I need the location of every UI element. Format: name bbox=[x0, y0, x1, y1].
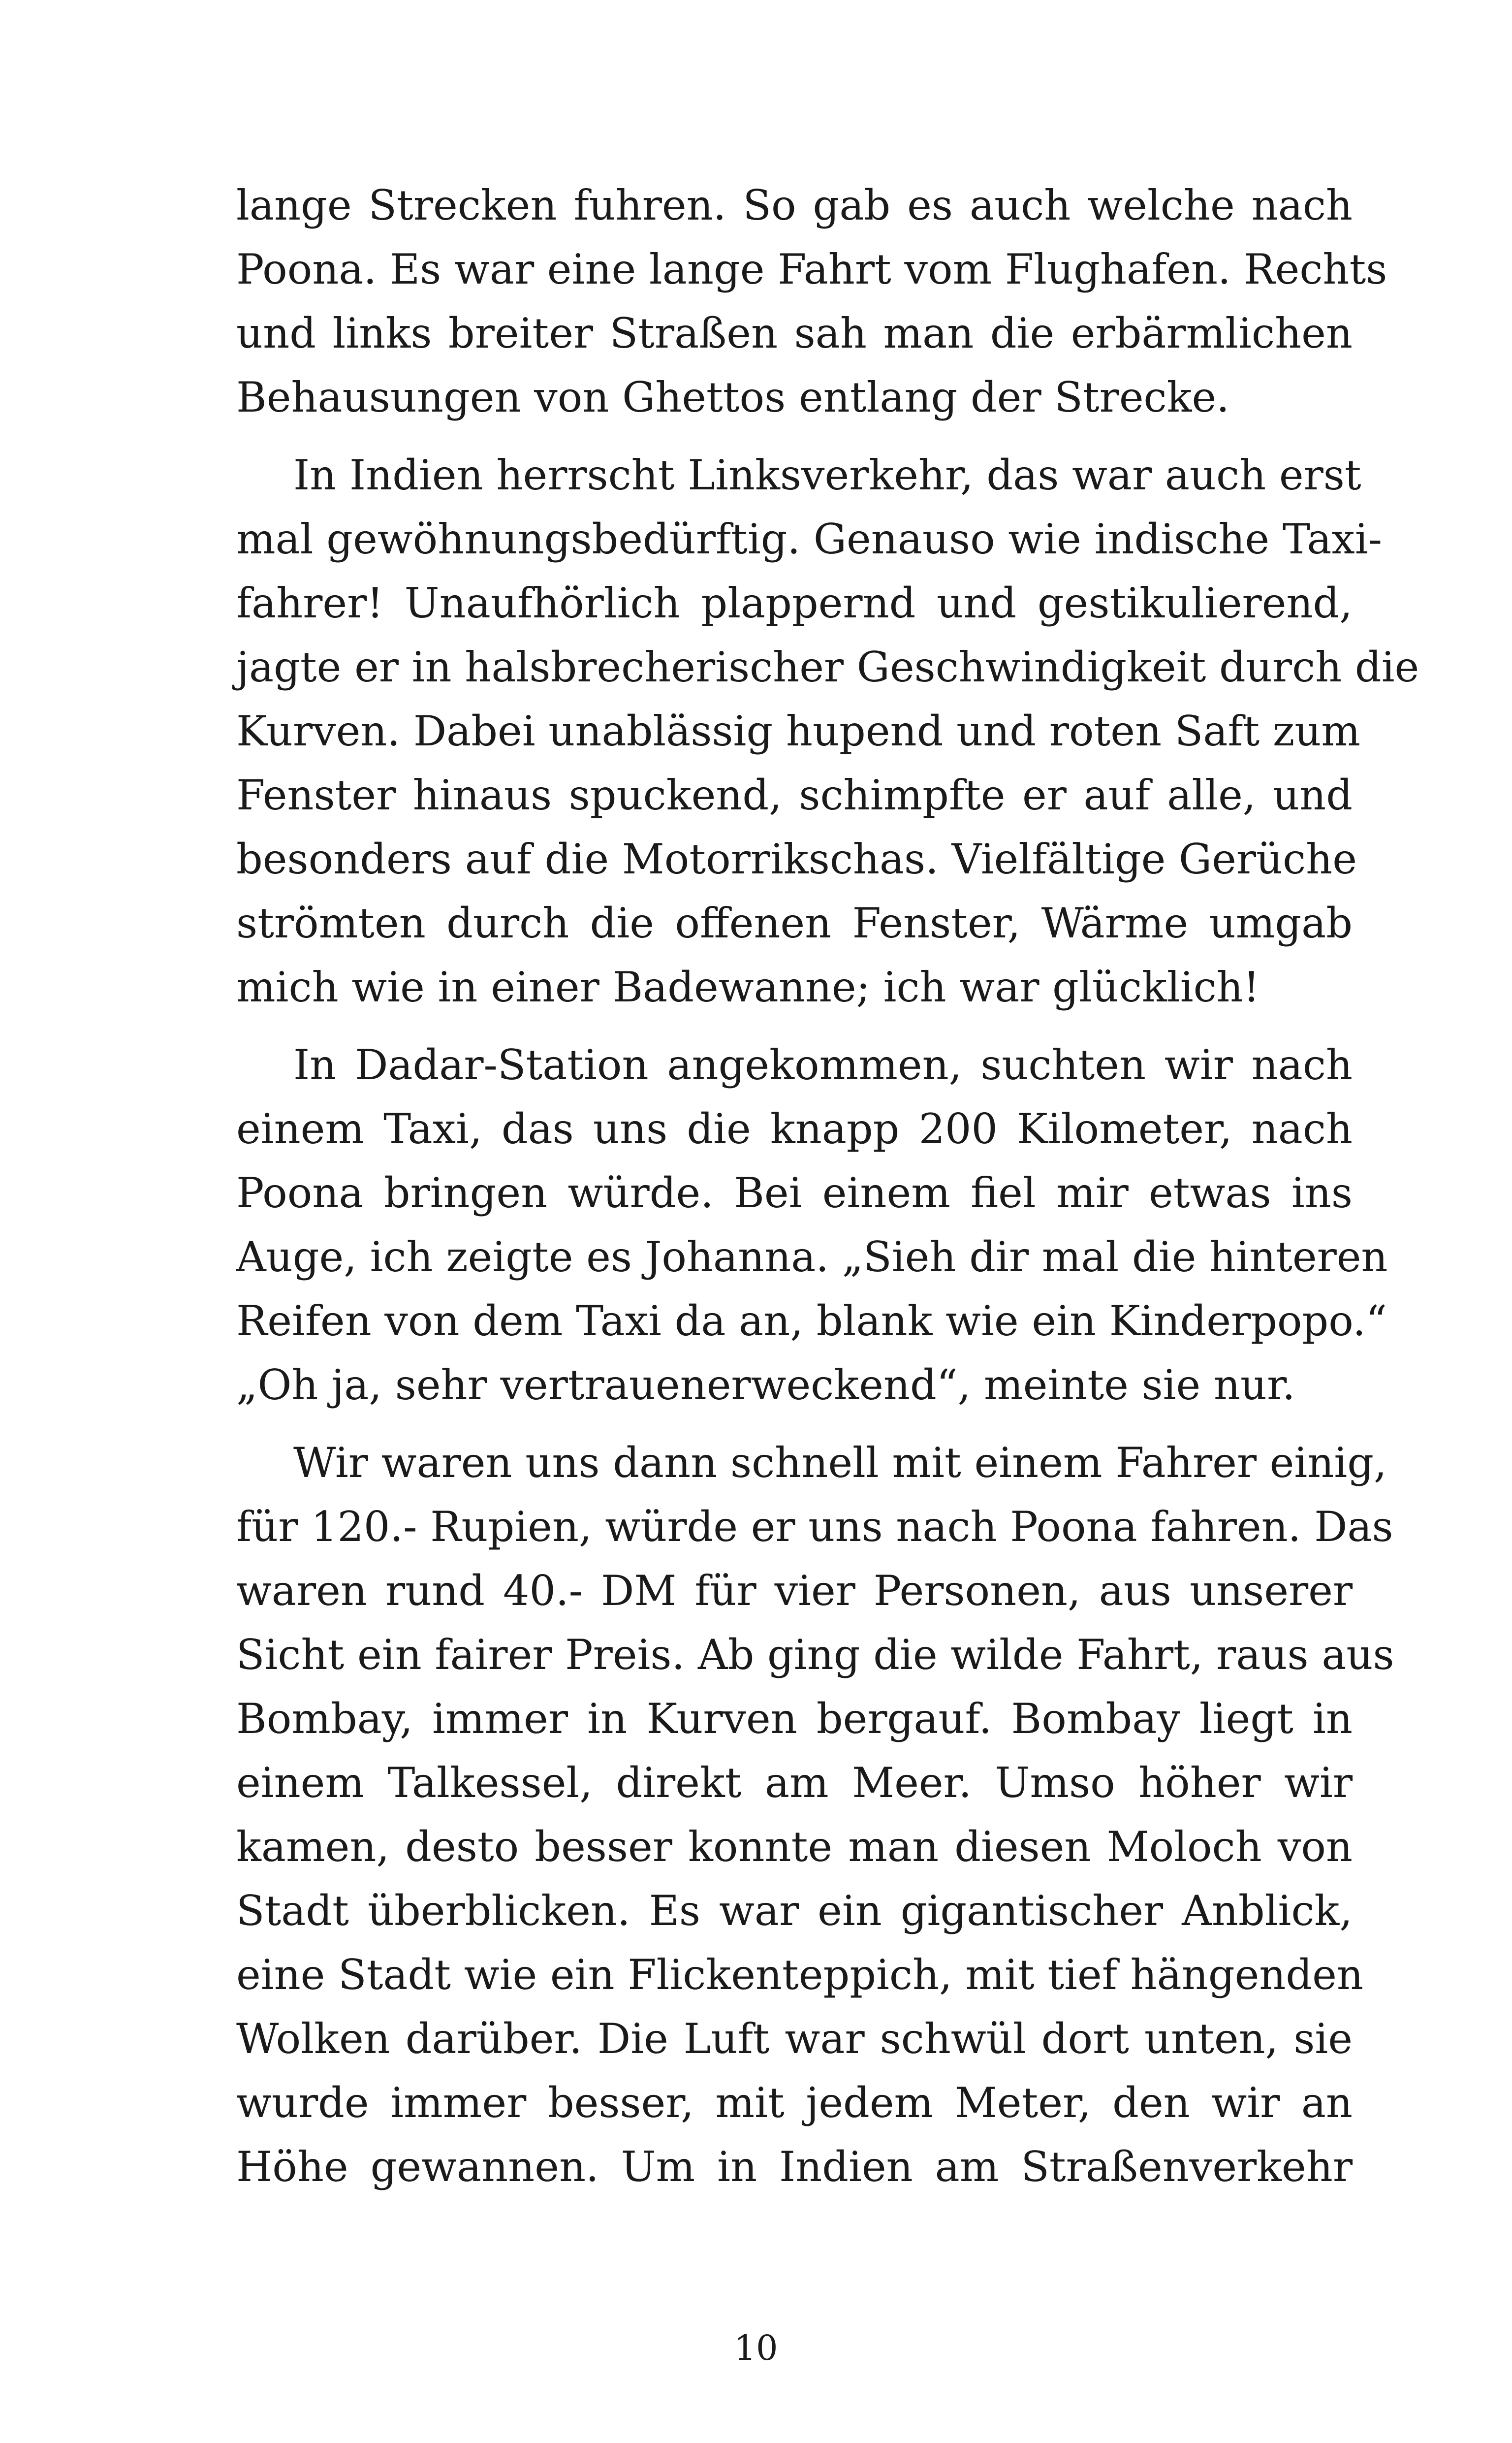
text-line: fahrer! Unaufhörlich plappernd und gestikulierend, bbox=[236, 579, 1353, 627]
text-line: „Oh ja, sehr vertrauenerweckend“, meinte sie nur. bbox=[236, 1361, 1295, 1409]
paragraph bbox=[236, 1033, 1388, 1417]
text-line: und links breiter Straßen sah man die erbärmlichen bbox=[236, 309, 1353, 357]
text-line: wurde immer besser, mit jedem Meter, den wir an bbox=[236, 2079, 1353, 2127]
text-line: einem Talkessel, direkt am Meer. Umso höher wir bbox=[236, 1759, 1353, 1807]
text-line: kamen, desto besser konnte man diesen Moloch von bbox=[236, 1823, 1353, 1871]
text-line: mal gewöhnungsbedürftig. Genauso wie indische Taxi- bbox=[236, 515, 1383, 563]
text-line: lange Strecken fuhren. So gab es auch welche nach bbox=[236, 181, 1353, 229]
text-line: Wir waren uns dann schnell mit einem Fahrer einig, bbox=[293, 1439, 1387, 1487]
text-line: Poona. Es war eine lange Fahrt vom Flughafen. Rechts bbox=[236, 245, 1387, 293]
text-line: für 120.- Rupien, würde er uns nach Poona fahren. Das bbox=[236, 1503, 1393, 1551]
text-line: Auge, ich zeigte es Johanna. „Sieh dir mal die hinteren bbox=[236, 1233, 1388, 1281]
page-number: 10 bbox=[734, 2328, 778, 2368]
text-line: Höhe gewannen. Um in Indien am Straßenverkehr bbox=[236, 2143, 1353, 2191]
text-line: Fenster hinaus spuckend, schimpfte er auf alle, und bbox=[236, 771, 1353, 819]
text-line: strömten durch die offenen Fenster, Wärme umgab bbox=[236, 899, 1353, 947]
text-line: waren rund 40.- DM für vier Personen, aus unserer bbox=[236, 1567, 1353, 1615]
text-line: einem Taxi, das uns die knapp 200 Kilometer, nach bbox=[236, 1105, 1353, 1153]
text-line: besonders auf die Motorrikschas. Vielfältige Gerüche bbox=[236, 835, 1357, 883]
paragraph bbox=[236, 443, 1419, 1019]
text-line: Poona bringen würde. Bei einem fiel mir etwas ins bbox=[236, 1169, 1353, 1217]
text-line: Reifen von dem Taxi da an, blank wie ein Kinderpopo.“ bbox=[236, 1297, 1387, 1345]
text-line: Stadt überblicken. Es war ein gigantischer Anblick, bbox=[236, 1887, 1353, 1935]
text-line: mich wie in einer Badewanne; ich war glücklich! bbox=[236, 963, 1260, 1011]
text-line: jagte er in halsbrecherischer Geschwindigkeit durch die bbox=[236, 643, 1419, 691]
text-line: In Dadar-Station angekommen, suchten wir nach bbox=[293, 1041, 1353, 1089]
paragraph bbox=[236, 1431, 1394, 2199]
text-line: In Indien herrscht Linksverkehr, das war auch erst bbox=[293, 451, 1361, 499]
text-line: Wolken darüber. Die Luft war schwül dort unten, sie bbox=[236, 2015, 1353, 2063]
paragraph bbox=[236, 173, 1387, 429]
text-line: eine Stadt wie ein Flickenteppich, mit tief hängenden bbox=[236, 1951, 1363, 1999]
text-line: Sicht ein fairer Preis. Ab ging die wilde Fahrt, raus aus bbox=[236, 1631, 1394, 1679]
text-line: Kurven. Dabei unablässig hupend und roten Saft zum bbox=[236, 707, 1360, 755]
text-line: Bombay, immer in Kurven bergauf. Bombay liegt in bbox=[236, 1695, 1353, 1743]
text-line: Behausungen von Ghettos entlang der Strecke. bbox=[236, 373, 1229, 421]
body-text bbox=[236, 173, 1419, 2199]
